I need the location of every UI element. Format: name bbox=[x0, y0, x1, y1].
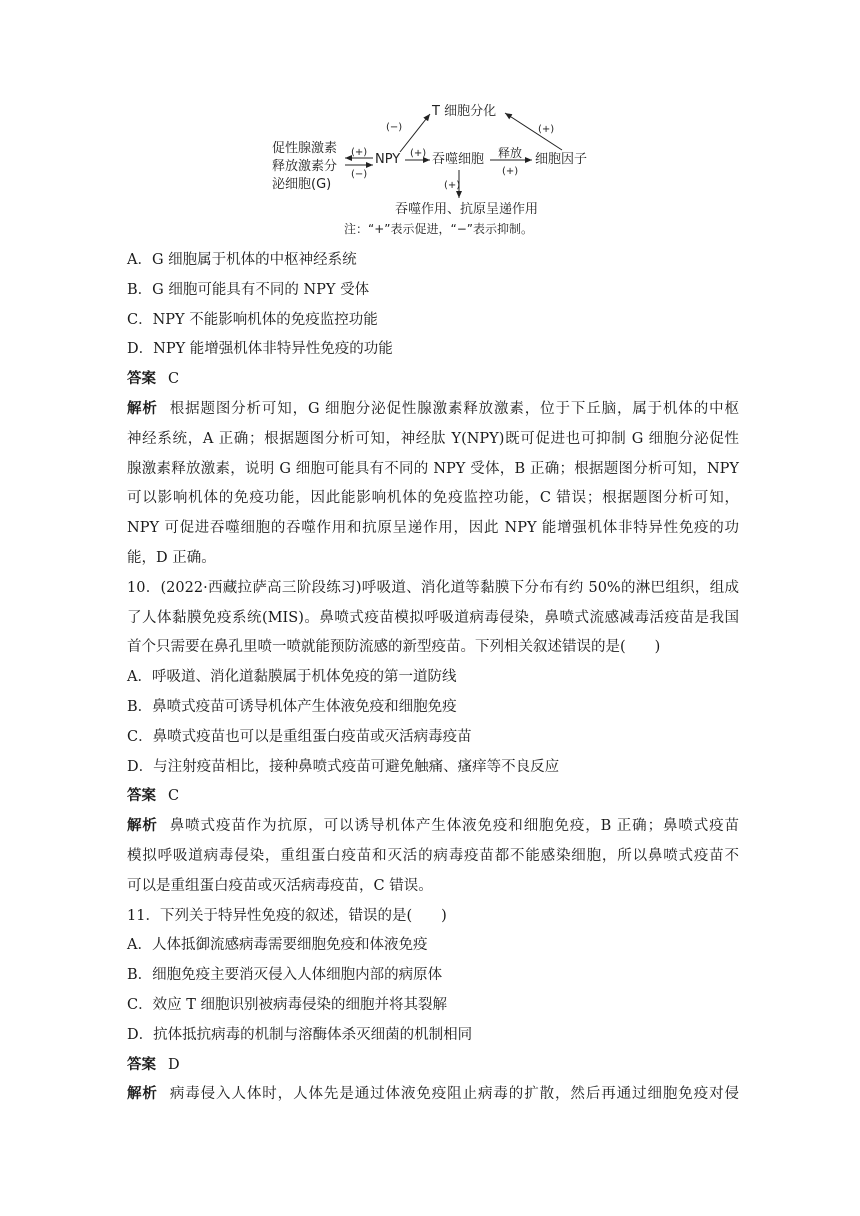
answer-value: D bbox=[168, 1056, 180, 1073]
q11-option-d: D．抗体抵抗病毒的机制与溶酶体杀灭细菌的机制相同 bbox=[127, 1026, 473, 1043]
analysis-text: 根据题图分析可知，G 细胞分泌促性腺激素释放激素，位于下丘脑，属于机体的中枢 bbox=[169, 400, 739, 417]
g-cell-line-2: 释放激素分 bbox=[272, 159, 338, 174]
q10-stem-line-1: 10．(2022·西藏拉萨高三阶段练习)呼吸道、消化道等黏膜下分布有约 50%的淋巴组织，组成 bbox=[127, 579, 739, 596]
phagocyte-label: 吞噬细胞 bbox=[432, 152, 485, 167]
q10-option-b: B．鼻喷式疫苗可诱导机体产生体液免疫和细胞免疫 bbox=[127, 698, 457, 715]
sign-cytokine-tcell: (+) bbox=[538, 124, 555, 135]
sign-phagocyte-effect: (+) bbox=[444, 180, 461, 191]
q11-stem: 11．下列关于特异性免疫的叙述，错误的是( ) bbox=[127, 907, 447, 924]
release-label: 释放 bbox=[498, 146, 523, 160]
q11-answer bbox=[127, 1051, 739, 1081]
q11-option-a: A．人体抵御流感病毒需要细胞免疫和体液免疫 bbox=[127, 937, 428, 954]
sign-npy-phagocyte: (+) bbox=[410, 148, 427, 159]
q9-option-c: C．NPY 不能影响机体的免疫监控功能 bbox=[127, 311, 378, 328]
q11-option-c: C．效应 T 细胞识别被病毒侵染的细胞并将其裂解 bbox=[127, 996, 447, 1013]
q10-analysis-line-1 bbox=[127, 812, 739, 842]
q10-analysis-line-2: 模拟呼吸道病毒侵染，重组蛋白疫苗和灭活的病毒疫苗都不能感染细胞，所以鼻喷式疫苗不 bbox=[127, 847, 739, 864]
q9-option-b: B．G 细胞可能具有不同的 NPY 受体 bbox=[127, 281, 370, 298]
q9-analysis-line-2: 神经系统，A 正确；根据题图分析可知，神经肽 Y(NPY)既可促进也可抑制 G 细胞分泌促性 bbox=[127, 430, 739, 447]
npy-label: NPY bbox=[375, 152, 401, 167]
t-cell-label: T 细胞分化 bbox=[432, 104, 497, 119]
sign-npy-g: (+) bbox=[351, 147, 368, 158]
answer-label: 答案 bbox=[127, 371, 156, 388]
sign-phagocyte-cytokine: (+) bbox=[502, 166, 519, 177]
analysis-label: 解析 bbox=[127, 818, 158, 835]
q9-analysis-line-5: NPY 可促进吞噬细胞的吞噬作用和抗原呈递作用，因此 NPY 能增强机体非特异性免疫的功 bbox=[127, 520, 739, 537]
q10-option-a: A．呼吸道、消化道黏膜属于机体免疫的第一道防线 bbox=[127, 669, 457, 686]
diagram-note: 注：“+”表示促进，“−”表示抑制。 bbox=[344, 222, 533, 236]
q10-option-d: D．与注射疫苗相比，接种鼻喷式疫苗可避免触痛、瘙痒等不良反应 bbox=[127, 758, 560, 775]
answer-value: C bbox=[168, 788, 180, 805]
answer-value: C bbox=[168, 371, 180, 388]
answer-label: 答案 bbox=[127, 1056, 156, 1073]
g-cell-line-3: 泌细胞(G) bbox=[272, 177, 332, 192]
q9-answer bbox=[127, 365, 739, 395]
g-cell-line-1: 促性腺激素 bbox=[272, 141, 338, 156]
analysis-label: 解析 bbox=[127, 400, 158, 417]
q11-analysis-line-1 bbox=[127, 1080, 739, 1110]
q9-analysis-line-4: 可以影响机体的免疫功能，因此能影响机体的免疫监控功能，C 错误；根据题图分析可知， bbox=[127, 490, 739, 507]
npy-immune-diagram bbox=[0, 0, 860, 250]
q10-stem-line-2: 了人体黏膜免疫系统(MIS)。鼻喷式疫苗模拟呼吸道病毒侵染，鼻喷式流感减毒活疫苗是我国 bbox=[127, 609, 739, 626]
q9-option-d: D．NPY 能增强机体非特异性免疫的功能 bbox=[127, 341, 393, 358]
cytokine-label: 细胞因子 bbox=[535, 152, 588, 167]
q9-option-a: A．G 细胞属于机体的中枢神经系统 bbox=[127, 252, 357, 268]
sign-npy-tcell: (−) bbox=[386, 122, 403, 133]
question-content bbox=[127, 246, 739, 1110]
q10-analysis-line-3: 可以是重组蛋白疫苗或灭活病毒疫苗，C 错误。 bbox=[127, 877, 433, 894]
q9-analysis-line-6: 能，D 正确。 bbox=[127, 549, 216, 566]
answer-label: 答案 bbox=[127, 788, 156, 805]
sign-g-npy: (−) bbox=[351, 169, 368, 180]
analysis-text: 病毒侵入人体时，人体先是通过体液免疫阻止病毒的扩散，然后再通过细胞免疫对侵 bbox=[169, 1086, 740, 1103]
q10-option-c: C．鼻喷式疫苗也可以是重组蛋白疫苗或灭活病毒疫苗 bbox=[127, 728, 472, 745]
analysis-label: 解析 bbox=[127, 1086, 158, 1103]
q11-option-b: B．细胞免疫主要消灭侵入人体细胞内部的病原体 bbox=[127, 967, 443, 984]
q10-stem-line-3: 首个只需要在鼻孔里喷一喷就能预防流感的新型疫苗。下列相关叙述错误的是( ) bbox=[127, 639, 661, 656]
effect-label: 吞噬作用、抗原呈递作用 bbox=[395, 202, 539, 217]
q9-analysis-line-1 bbox=[127, 395, 739, 425]
q10-answer bbox=[127, 782, 739, 812]
q9-analysis-line-3: 腺激素释放激素，说明 G 细胞可能具有不同的 NPY 受体，B 正确；根据题图分析可知，NPY bbox=[127, 460, 739, 477]
analysis-text: 鼻喷式疫苗作为抗原，可以诱导机体产生体液免疫和细胞免疫，B 正确；鼻喷式疫苗 bbox=[169, 818, 740, 835]
